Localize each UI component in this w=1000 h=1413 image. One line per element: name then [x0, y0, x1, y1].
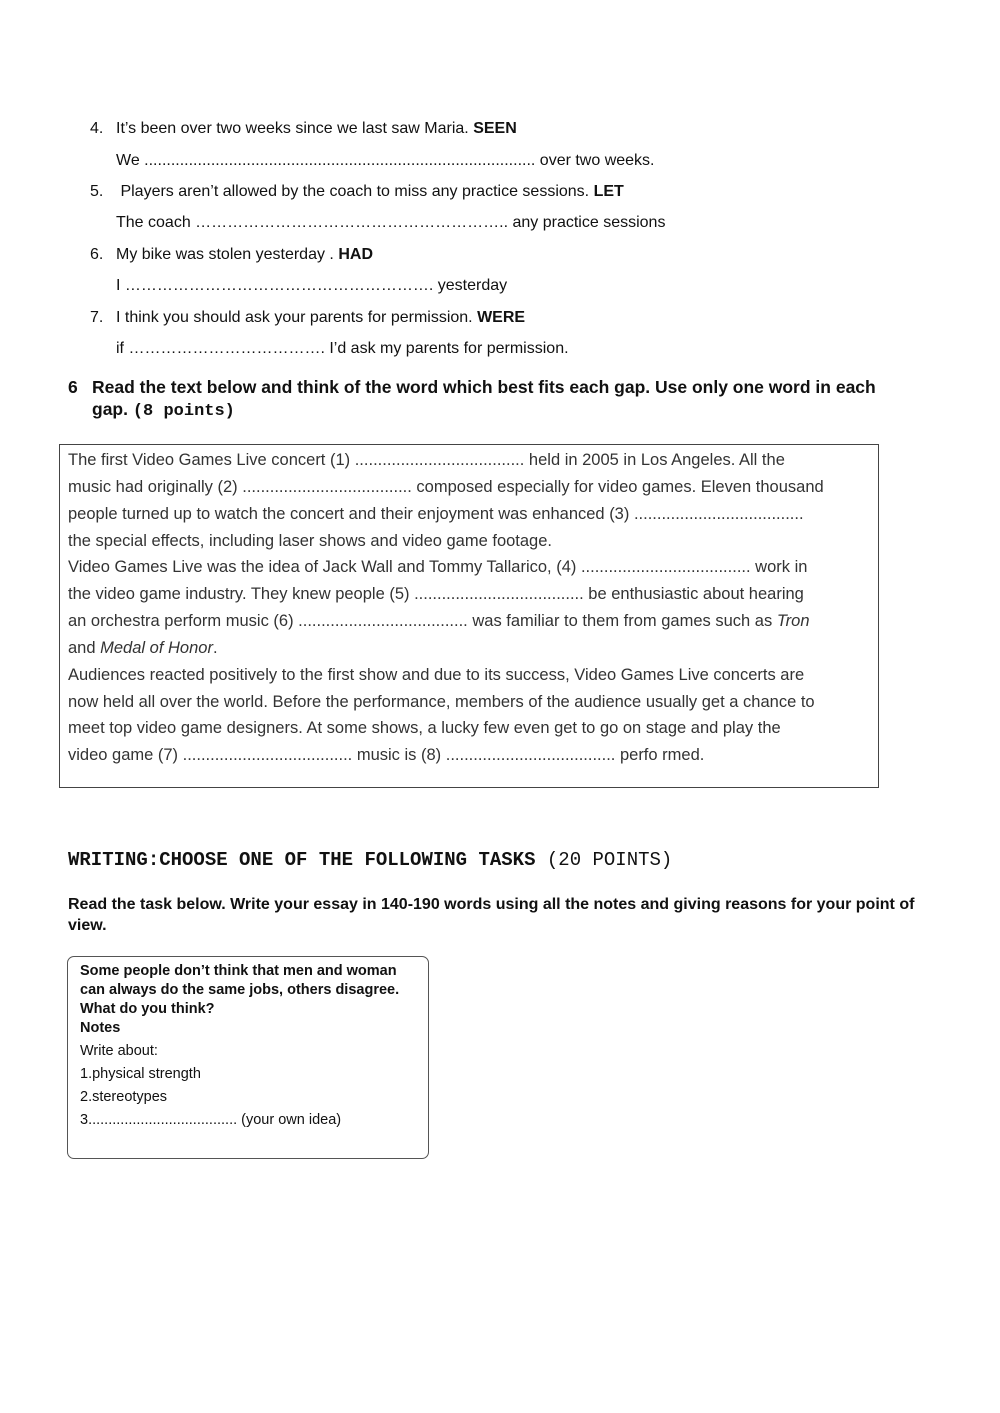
key-word: SEEN: [473, 120, 517, 137]
text-line: and: [68, 639, 96, 657]
text-line-medal: [68, 638, 218, 658]
notes-label: Notes: [80, 1020, 121, 1036]
writing-section-title: [68, 848, 672, 872]
writing-points: (20 POINTS): [546, 849, 673, 871]
text-line: an orchestra perform music (6) ..................................... was familiar to them from games such as: [68, 612, 773, 630]
question-number: 5.: [90, 183, 104, 200]
game-title-tron: Tron: [776, 612, 810, 630]
exercise-points: (8 points): [132, 402, 235, 421]
answer-line-4[interactable]: We ........................................................................................ over two weeks.: [116, 152, 655, 169]
text-line: now held all over the world. Before the performance, members of the audience usually get a chance to: [68, 693, 815, 711]
key-word: LET: [593, 183, 624, 200]
question-7: [90, 308, 525, 328]
text-line: video game (7) ..................................... music is (8) ..................................... perfo rmed.: [68, 746, 705, 764]
text-line: people turned up to watch the concert and their enjoyment was enhanced (3) .....................................: [68, 505, 804, 523]
exercise-number: 6: [68, 377, 78, 397]
question-sentence: I think you should ask your parents for permission.: [116, 309, 473, 326]
answer-line-7[interactable]: if ………………………………. I’d ask my parents for permission.: [116, 340, 569, 357]
game-title-medal-of-honor: Medal of Honor: [100, 639, 213, 657]
key-word: HAD: [338, 246, 373, 263]
question-5: [90, 182, 624, 202]
text-line: the special effects, including laser shows and video game footage.: [68, 532, 552, 550]
exercise-6-heading: [68, 376, 928, 423]
text-line-tron: [68, 611, 810, 631]
question-number: 4.: [90, 120, 104, 137]
write-about-label: Write about:: [80, 1043, 158, 1059]
exercise-instruction: Read the text below and think of the word which best fits each gap. Use only one word in each: [92, 377, 876, 397]
task-prompt: can always do the same jobs, others disagree.: [80, 982, 400, 998]
text-line: Video Games Live was the idea of Jack Wall and Tommy Tallarico, (4) ..................................... work in: [68, 558, 808, 576]
text-line: The first Video Games Live concert (1) ..................................... held in 2005 in Los Angeles. All the: [68, 451, 785, 469]
answer-line-5[interactable]: The coach ………………………………………………….. any practice sessions: [116, 214, 666, 231]
task-prompt: Some people don’t think that men and woman: [80, 963, 397, 979]
period: .: [212, 639, 218, 657]
note-item: 2.stereotypes: [80, 1089, 168, 1105]
task-prompt: What do you think?: [80, 1001, 215, 1017]
question-sentence: My bike was stolen yesterday .: [116, 246, 334, 263]
question-number: 6.: [90, 246, 104, 263]
answer-line-6[interactable]: I …………………………………………………. yesterday: [116, 277, 508, 294]
text-line: meet top video game designers. At some shows, a lucky few even get to go on stage and play the: [68, 719, 781, 737]
question-number: 7.: [90, 309, 104, 326]
question-6: [90, 245, 373, 265]
key-word: WERE: [477, 309, 526, 326]
text-line: the video game industry. They knew people (5) ..................................... be enthusiastic about hearing: [68, 585, 804, 603]
question-sentence: Players aren’t allowed by the coach to miss any practice sessions.: [116, 183, 590, 200]
question-4: [90, 119, 517, 139]
text-line: music had originally (2) ..................................... composed especially for video games. Eleven thousand: [68, 478, 824, 496]
writing-title-text: WRITING:CHOOSE ONE OF THE FOLLOWING TASKS: [68, 849, 536, 871]
question-sentence: It’s been over two weeks since we last saw Maria.: [116, 120, 469, 137]
text-line: Audiences reacted positively to the first show and due to its success, Video Games Live concerts are: [68, 666, 805, 684]
writing-instruction: Read the task below. Write your essay in 140-190 words using all the notes and giving reasons for your point of view.: [68, 896, 915, 934]
exercise-instruction-cont: gap.: [92, 399, 128, 419]
note-item: 1.physical strength: [80, 1066, 201, 1082]
note-item-own-idea[interactable]: 3..................................... (your own idea): [80, 1112, 342, 1128]
